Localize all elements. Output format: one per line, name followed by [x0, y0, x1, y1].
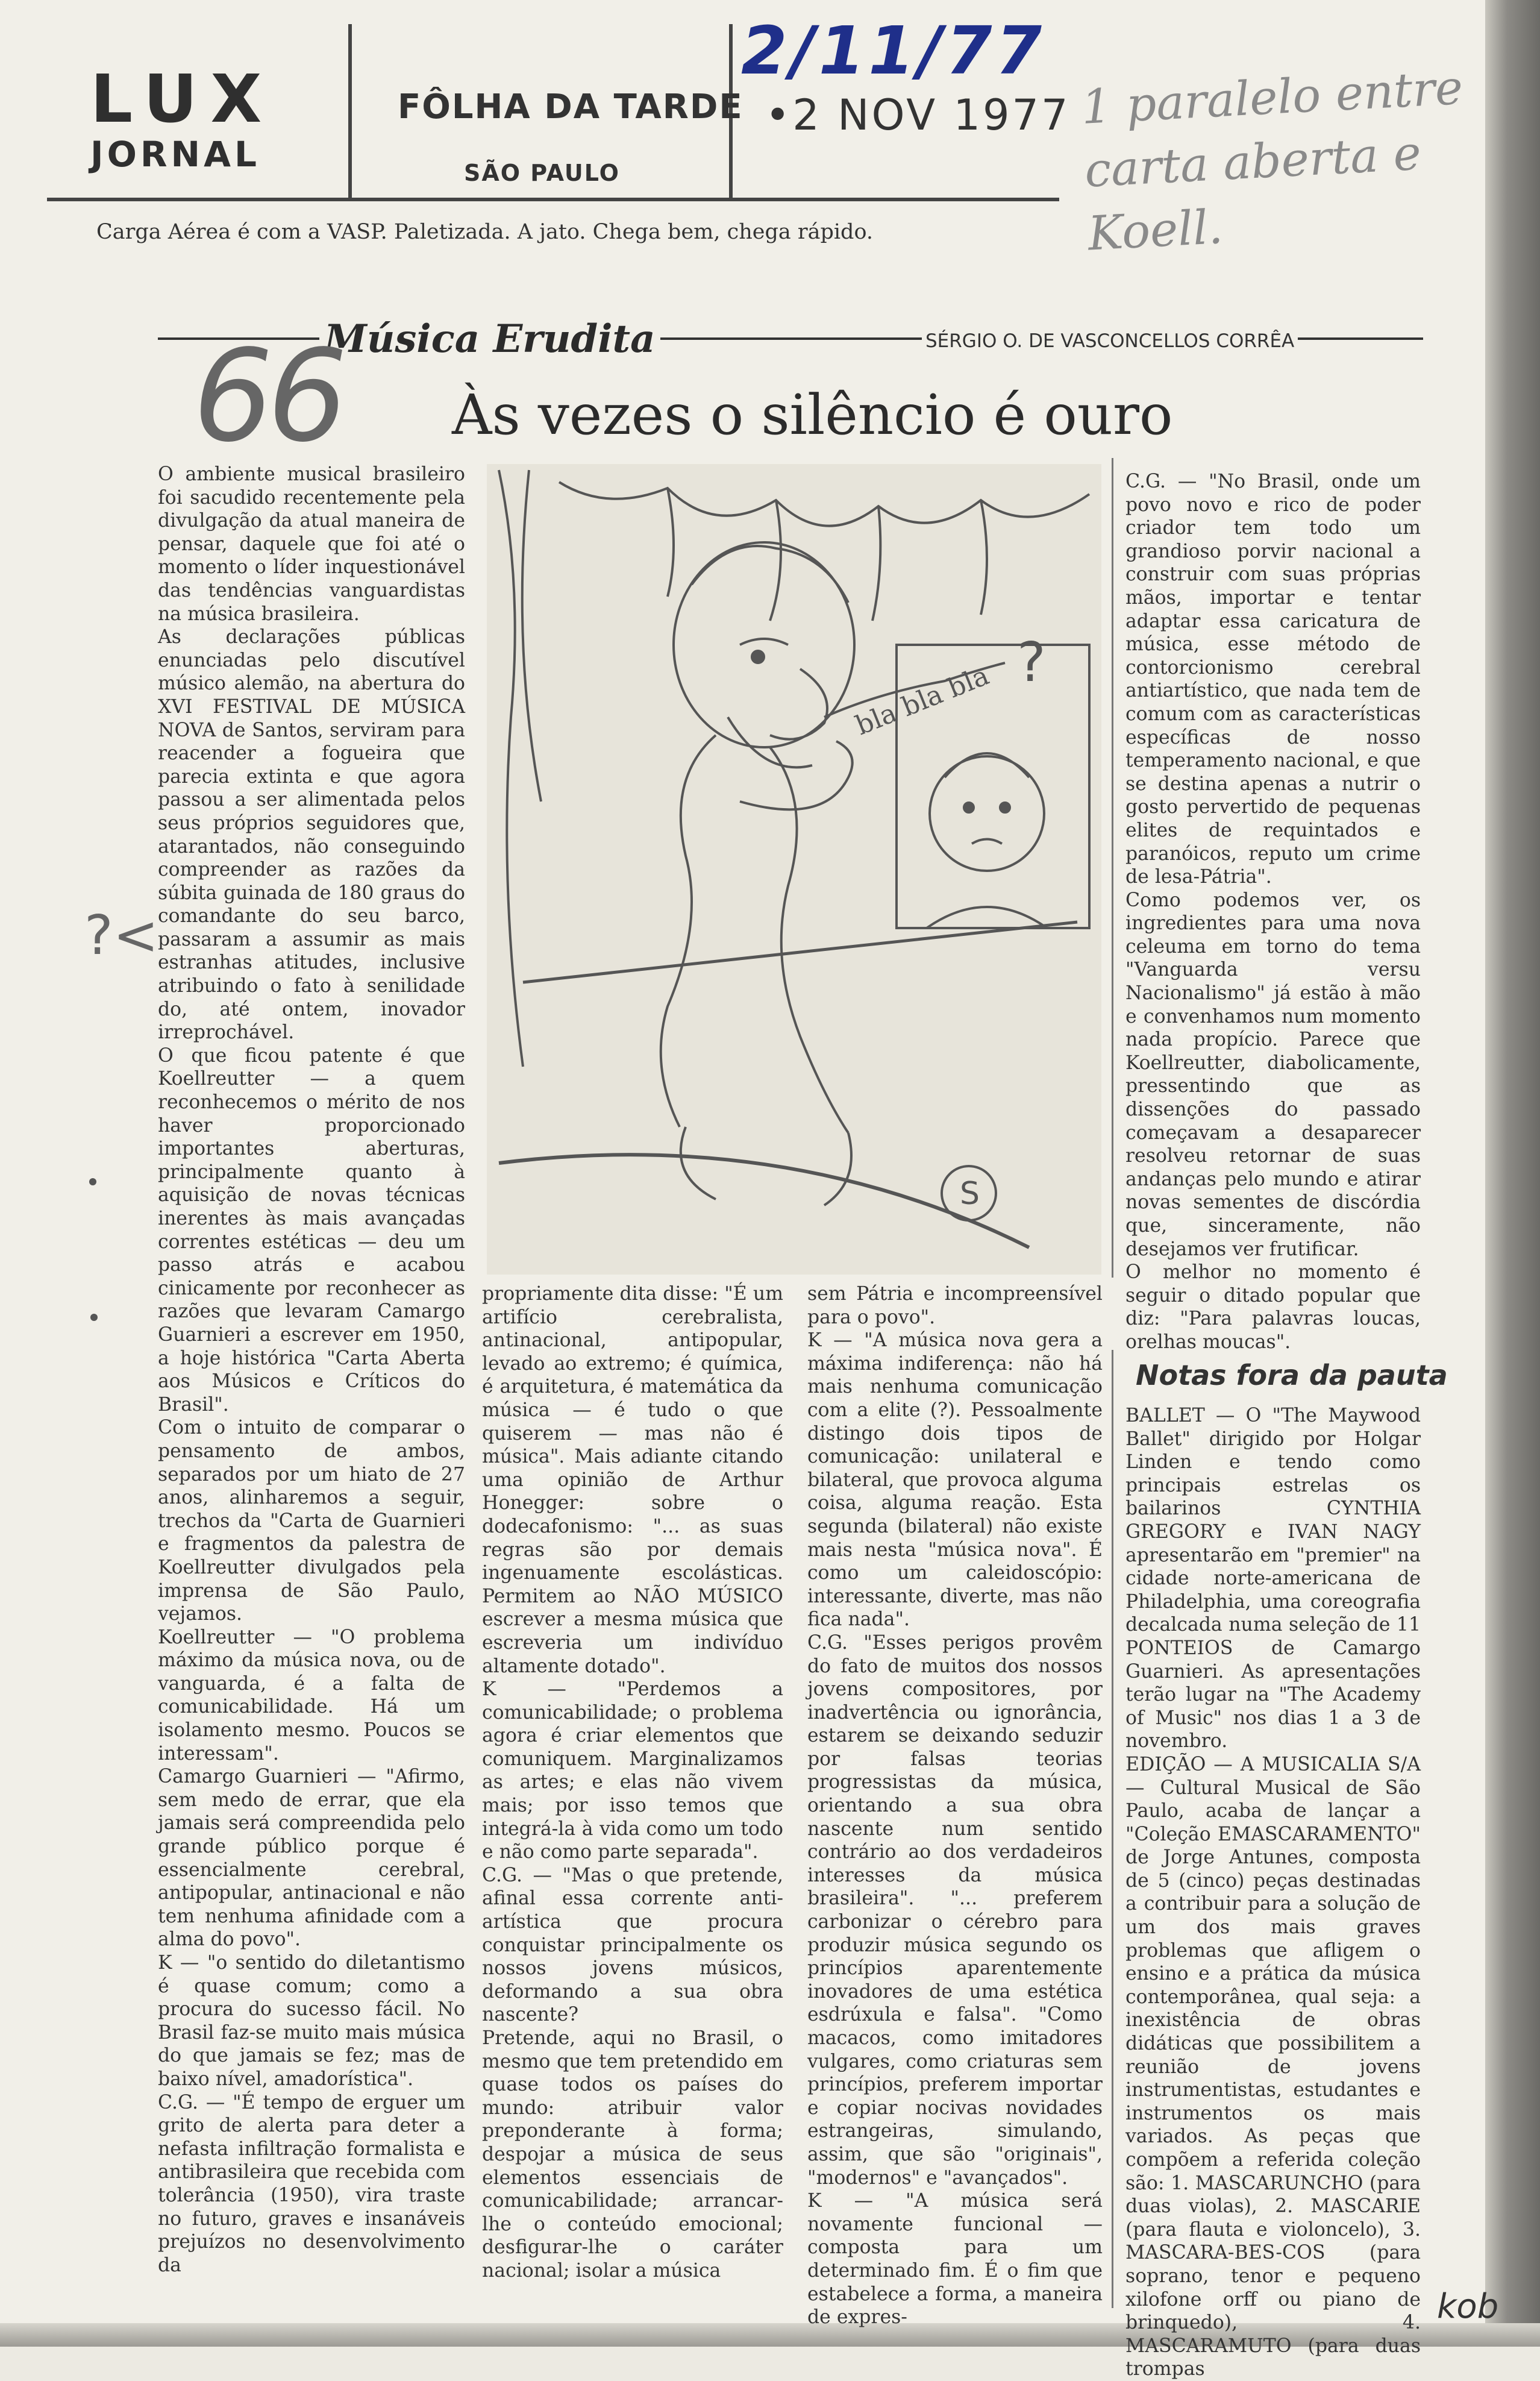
advertisement-line: Carga Aérea é com a VASP. Paletizada. A jato. Chega bem, chega rápido. — [96, 220, 874, 244]
handwritten-date: 2/11/77 — [741, 12, 1046, 89]
article-column-3: sem Pátria e incompreensível para o povo". K — "A música nova gera a máxima indiferença: não há mais nenhuma comunicação com a elite (?). Pessoalmente distingo dois tipos de comunicação: unilateral e bilateral, que provoca alguma coisa, alguma reação. Esta segunda (bilateral) não existe mais nesta "música nova". É como um caleidoscópio: interessante, diverte, mas não fica nada". C.G. "Esses perigos provêm do fato de muitos dos nossos jovens compositores, por inadvertência ou ignorância, estarem se deixando seduzir por falsas teorias progressistas da música, orientando a sua obra nascente num sentido contrário ao dos verdadeiros interesses da música brasileira". "... preferem carbonizar o cérebro para produzir música segundo os princípios aparentemente inovadores de uma estética esdrúxula e falsa". "Como macacos, como imitadores vulgares, como criaturas sem princípios, preferem importar e copiar nocivas novidades estrangeiras, simulando, assim, que são "originais", "modernos" e "avançados". K — "A música será novamente funcional — composta para um determinado fim. É o fim que estabelece a forma, a maneira de expres- — [807, 1283, 1103, 2329]
margin-dot — [89, 1178, 96, 1185]
masthead-rule — [47, 198, 1059, 201]
article-headline: Às vezes o silêncio é ouro — [452, 383, 1173, 447]
handwritten-question-mark: ?< — [84, 904, 159, 967]
masthead-divider — [348, 24, 352, 199]
article-column-4: C.G. — "No Brasil, onde um povo novo e rico de poder criador tem todo um grandioso porvir nacional a construir com suas próprias mãos, importar e tentar adaptar essa caricatura de música, esse método de contorcionismo cerebral antiartístico, que nada tem de comum com as características específicas de nosso temperamento nacional, e que se destina apenas a nutrir o gosto pervertido de pequenas elites de requintados e paranóicos, reputo um crime de lesa-Pátria". Como podemos ver, os ingredientes para uma nova celeuma em torno do tema "Vanguarda versu Nacionalismo" já estão à mão e convenhamos num momento nada propício. Parece que Koellreutter, diabolicamente, pressentindo que as dissenções do passado começavam a desaparecer resolveu retornar de suas andanças pelo mundo e atirar novas sementes de discórdia que, sinceramente, não desejamos ver frutificar. O melhor no momento é seguir o ditado popular que diz: "Para palavras loucas, orelhas moucas". — [1125, 471, 1421, 1353]
clipping-service-logo: LUX — [90, 60, 275, 137]
caricature-illustration — [487, 464, 1101, 1275]
notes-section-title: Notas fora da pauta — [1136, 1359, 1448, 1391]
article-column-1: O ambiente musical brasileiro foi sacudido recentemente pela divulgação da atual maneira de pensar, daquele que foi até o momento o líder inquestionável das tendências vanguardistas na música brasileira. As declarações públicas enunciadas pelo discutível músico alemão, na abertura do XVI FESTIVAL DE MÚSICA NOVA de Santos, serviram para reacender a fogueira que parecia extinta e que agora passou a ser alimentada pelos seus próprios seguidores que, atarantados, não conseguindo compreender as razões da súbita guinada de 180 graus do comandante do seu barco, passaram a assumir as mais estranhas atitudes, inclusive atribuindo o fato à senilidade do, até ontem, inovador irreprochável. O que ficou patente é que Koellreutter — a quem reconhecemos o mérito de nos haver proporcionado importantes aberturas, principalmente quanto à aquisição de novas técnicas inerentes às mais avançadas correntes estéticas — deu um passo atrás e acabou cinicamente por reconhecer as razões que levaram Camargo Guarnieri a escrever em 1950, a hoje histórica "Carta Aberta aos Músicos e Críticos do Brasil". Com o intuito de comparar o pensamento de ambos, separados por um hiato de 27 anos, alinharemos a seguir, trechos da "Carta de Guarnieri e fragmentos da palestra de Koellreutter divulgados pela imprensa de São Paulo, vejamos. Koellreutter — "O problema máximo da música nova, ou de vanguarda, é a falta de comunicabilidade. Há um isolamento mesmo. Poucos se interessam". Camargo Guarnieri — "Afirmo, sem medo de errar, que ela jamais será compreendida pelo grande público porque é essencialmente cerebral, antipopular, antinacional e não tem nenhuma afinidade com a alma do povo". K — "o sentido do diletantismo é quase comum; como a procura do sucesso fácil. No Brasil faz-se muito mais música do que jamais se fez; mas de baixo nível, amadorística". C.G. — "É tempo de erguer um grito de alerta para deter a nefasta infiltração formalista e antibrasileira que recebida com tolerância (1950), vira traste no futuro, graves e insanáveis prejuízos no desenvolvimento da — [158, 463, 465, 2276]
speech-text: bla bla bla — [851, 660, 994, 742]
handwritten-margin-note: 1 paralelo entre carta aberta e Koell. — [1080, 60, 1465, 262]
clipping-service-logo-sub: JORNAL — [90, 134, 260, 175]
section-title: Música Erudita — [319, 316, 660, 362]
illustrator-signature: S — [960, 1176, 980, 1212]
column-rule — [1112, 1350, 1113, 2308]
scan-edge-right — [1485, 0, 1540, 2347]
byline: SÉRGIO O. DE VASCONCELLOS CORRÊA — [922, 330, 1298, 352]
question-mark-drawing: ? — [1017, 631, 1046, 694]
handwritten-corner-mark: kob — [1437, 2287, 1499, 2326]
column-rule — [1112, 458, 1113, 1278]
newspaper-name: FÔLHA DA TARDE — [398, 87, 743, 127]
handwritten-number: 66 — [193, 322, 342, 470]
newspaper-city: SÃO PAULO — [464, 160, 620, 186]
article-column-2: propriamente dita disse: "É um artifício cerebralista, antinacional, antipopular, levado ao extremo; é química, é arquitetura, é matemática da música — é tudo o que quiserem — mas não é música". Mais adiante citando uma opinião de Arthur Honegger: sobre o dodecafonismo: "... as suas regras são por demais ingenuamente escolásticas. Permitem ao NÃO MÚSICO escrever a mesma música que escreveria um indivíduo altamente dotado". K — "Perdemos a comunicabilidade; o problema agora é criar elementos que comuniquem. Marginalizamos as artes; e elas não vivem mais; por isso temos que integrá-la à vida como um todo e não como parte separada". C.G. — "Mas o que pretende, afinal essa corrente anti-artística que procura conquistar principalmente os nossos jovens músicos, deformando a sua obra nascente? Pretende, aqui no Brasil, o mesmo que tem pretendido em quase todos os países do mundo: atribuir valor preponderante à forma; despojar a música de seus elementos essenciais de comunicabilidade; arrancar-lhe o conteúdo emocional; desfigurar-lhe o caráter nacional; isolar a música — [482, 1283, 783, 2282]
margin-dot — [90, 1314, 98, 1321]
notes-column: BALLET — O "The Maywood Ballet" dirigido por Holgar Linden e tendo como principais estrelas os bailarinos CYNTHIA GREGORY e IVAN NAGY apresentarão em "premier" na cidade norte-americana de Philadelphia, uma coreografia decalcada numa seleção de 11 PONTEIOS de Camargo Guarnieri. As apresentações terão lugar na "The Academy of Music" nos dias 1 a 3 de novembro. EDIÇÃO — A MUSICALIA S/A — Cultural Musical de São Paulo, acaba de lançar a "Coleção EMASCARAMENTO" de Jorge Antunes, composta de 5 (cinco) peças destinadas a contribuir para a solução de um dos mais graves problemas que afligem o ensino e a prática da música contemporânea, qual seja: a inexistência de obras didáticas que possibilitem a reunião de jovens instrumentistas, estudantes e instrumentos os mais variados. As peças que compõem a referida coleção são: 1. MASCARUNCHO (para duas violas), 2. MASCARIE (para flauta e violoncelo), 3. MASCARA-BES-COS (para soprano, tenor e pequeno xilofone orff ou piano de brinquedo), 4. MASCARAMUTO (para duas trompas — [1125, 1405, 1421, 2380]
stamped-date: •2 NOV 1977 — [765, 90, 1071, 140]
